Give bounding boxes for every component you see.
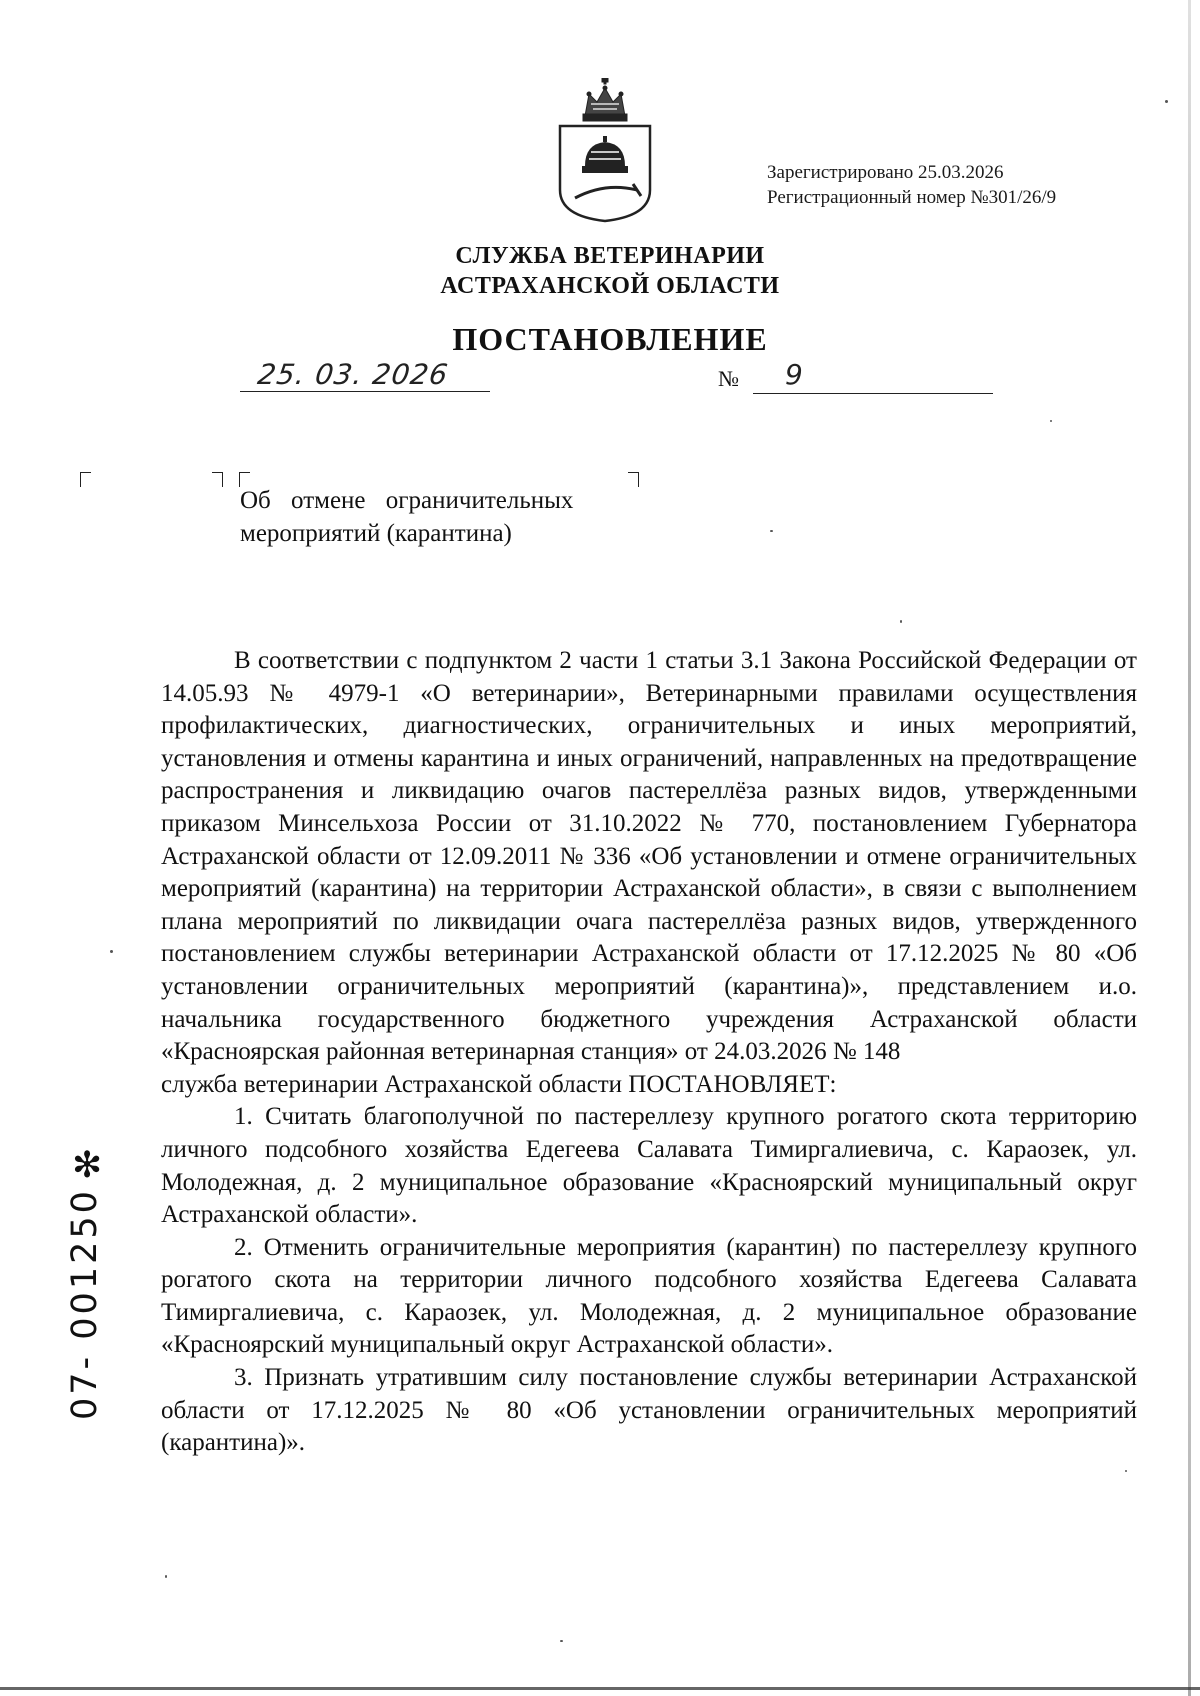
astrakhan-coat-of-arms-icon	[555, 78, 655, 223]
scan-speck	[560, 1640, 563, 1642]
subject-line-2: мероприятий (карантина)	[240, 520, 512, 547]
scan-speck	[1050, 420, 1052, 422]
date-underline	[240, 391, 490, 392]
registration-stamp	[767, 160, 1167, 210]
document-type: ПОСТАНОВЛЕНИЕ	[452, 321, 768, 357]
item-2: 2. Отменить ограничительные мероприятия (карантин) по пастереллезу крупного рогатого скота на территории личного подсобного хозяйства Едегеева Салавата Тимиргалиевича, с. Караозек, ул. Молодежная, д. 2 муниципальное образование «Красноярский муниципальный округ Астраханской области».	[161, 1233, 1137, 1359]
number-label: №	[718, 366, 739, 391]
resolves-line: служба ветеринарии Астраханской области ПОСТАНОВЛЯЕТ:	[161, 1070, 837, 1098]
org-line-1: СЛУЖБА ВЕТЕРИНАРИИ	[455, 243, 765, 269]
document-number: 9	[785, 358, 803, 391]
document-body	[161, 645, 1137, 1460]
corner-mark	[80, 472, 91, 487]
registration-number: Регистрационный номер №301/26/9	[767, 187, 1057, 208]
scan-speck	[110, 950, 113, 953]
side-stamp-number: 07- 001250	[65, 1188, 105, 1420]
scan-edge	[0, 1687, 1200, 1690]
registration-date: Зарегистрировано 25.03.2026	[767, 162, 1004, 183]
item-3: 3. Признать утратившим силу постановление службы ветеринарии Астраханской области от 17.12.2025 № 80 «Об установлении ограничительных мероприятий (карантина)».	[161, 1364, 1137, 1457]
document-date: 25. 03. 2026	[255, 358, 451, 391]
scan-speck	[1165, 100, 1168, 103]
issuing-authority	[340, 241, 880, 301]
scan-speck	[165, 1575, 167, 1578]
scan-speck	[900, 620, 902, 623]
corner-mark	[212, 472, 223, 487]
scan-edge	[1188, 0, 1191, 1696]
subject-line-1: Об отмене ограничительных	[240, 487, 574, 514]
document-subject	[240, 484, 660, 550]
scan-speck	[770, 530, 773, 532]
org-line-2: АСТРАХАНСКОЙ ОБЛАСТИ	[440, 273, 780, 299]
asterisk-mark: ✻	[72, 1145, 103, 1186]
item-1: 1. Считать благополучной по пастереллезу крупного рогатого скота территорию личного подсобного хозяйства Едегеева Салавата Тимиргалиевича, с. Караозек, ул. Молодежная, д. 2 муниципальное образование «Красноярский муниципальный округ Астраханской области».	[161, 1103, 1137, 1229]
number-underline	[753, 393, 993, 394]
scan-speck	[1125, 1470, 1127, 1472]
preamble-paragraph: В соответствии с подпунктом 2 части 1 статьи 3.1 Закона Российской Федерации от 14.05.93 № 4979-1 «О ветеринарии», Ветеринарными правилами осуществления профилактических, диагностических, ограничительных и иных мероприятий, установления и отмены карантина и иных ограничений, направленных на предотвращение распространения и ликвидацию очагов пастереллёза разных видов, утвержденными приказом Минсельхоза России от 31.10.2022 № 770, постановлением Губернатора Астраханской области от 12.09.2011 № 336 «Об установлении и отмене ограничительных мероприятий (карантина) на территории Астраханской области», в связи с выполнением плана мероприятий по ликвидации очага пастереллёза разных видов, утвержденного постановлением службы ветеринарии Астраханской области от 17.12.2025 № 80 «Об установлении ограничительных мероприятий (карантина)», представлением и.о. начальника государственного бюджетного учреждения Астраханской области «Красноярская районная ветеринарная станция» от 24.03.2026 № 148	[161, 647, 1137, 1066]
